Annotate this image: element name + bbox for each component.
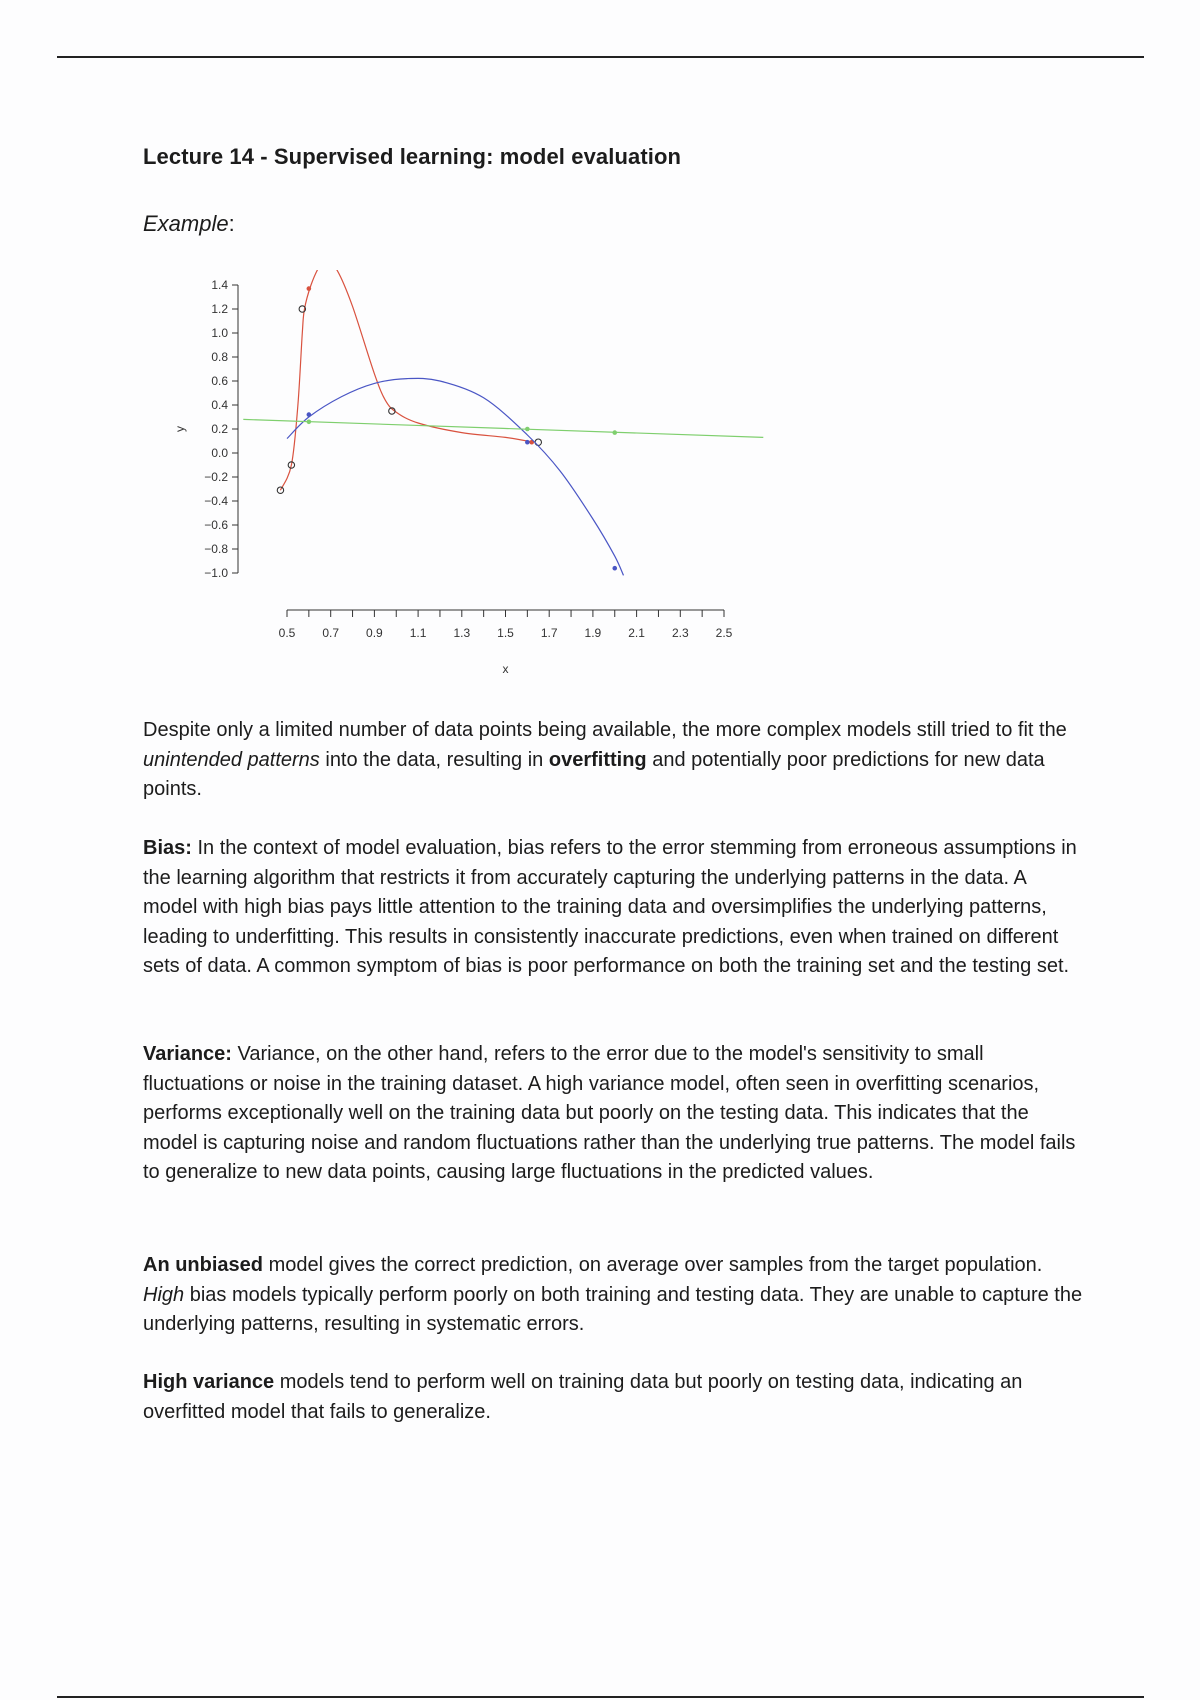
complex-fit-open-point (535, 439, 541, 445)
x-axis-label: x (502, 662, 509, 676)
paragraph-text (143, 716, 1083, 805)
x-tick-label: 1.1 (409, 626, 427, 640)
y-axis-label: y (173, 426, 187, 432)
paragraph-text (143, 1251, 1083, 1340)
paragraph-text (143, 1368, 1083, 1427)
example-colon: : (228, 211, 235, 236)
complex-fit-point (307, 286, 312, 291)
text-segment: and potentially poor predictions for new data points. (143, 748, 1045, 800)
y-tick-label: 0.0 (211, 446, 228, 460)
text-segment: bias models typically perform poorly on both training and testing data. They are unable to capture the underlying patterns, resulting in systematic errors. (143, 1283, 1083, 1335)
y-tick-label: −0.6 (204, 518, 228, 532)
text-segment: Despite only a limited number of data points being available, the more complex models still tried to fit the (143, 719, 1067, 741)
quadratic-fit-point (525, 440, 530, 445)
y-tick-label: −0.8 (204, 542, 228, 556)
linear-fit-point (525, 427, 530, 432)
quadratic-fit-point (612, 566, 617, 571)
bottom-rule (57, 1696, 1144, 1698)
text-segment: Variance, on the other hand, refers to the error due to the model's sensitivity to small fluctuations or noise in the training dataset. A high variance model, often seen in overfitting scenarios, performs exceptionally well on the training data but poorly on the testing data. This indicates that the model is capturing noise and random fluctuations rather than the underlying true patterns. The model fails to generalize to new data points, causing large fluctuations in the predicted values. (143, 1043, 1076, 1183)
model-fit-chart (160, 270, 800, 690)
y-tick-label: −1.0 (204, 566, 228, 580)
quadratic-fit-point (307, 412, 312, 417)
paragraph-overfitting (143, 716, 1083, 805)
y-tick-label: 1.2 (211, 302, 228, 316)
y-tick-label: 0.6 (211, 374, 228, 388)
paragraph-high-variance (143, 1368, 1083, 1427)
text-segment: In the context of model evaluation, bias refers to the error stemming from erroneous assumptions in the learning algorithm that restricts it from accurately capturing the underlying patterns in the data. A model with high bias pays little attention to the training data and oversimplifies the underlying patterns, leading to underfitting. This results in consistently inaccurate predictions, even when trained on different sets of data. A common symptom of bias is poor performance on both the training set and the testing set. (143, 837, 1077, 977)
y-tick-label: 0.2 (211, 422, 228, 436)
x-tick-label: 0.7 (322, 626, 340, 640)
y-tick-label: 1.0 (211, 326, 228, 340)
y-tick-label: 0.8 (211, 350, 228, 364)
x-tick-label: 1.5 (497, 626, 514, 640)
text-segment: model gives the correct prediction, on average over samples from the target population. (263, 1254, 1043, 1276)
x-tick-label: 2.5 (715, 626, 733, 640)
top-rule (57, 56, 1144, 58)
x-tick-label: 0.5 (278, 626, 296, 640)
italic-text-segment: unintended patterns (143, 748, 320, 771)
paragraph-bias (143, 834, 1083, 982)
x-tick-label: 2.1 (628, 626, 645, 640)
paragraph-text (143, 834, 1083, 982)
bold-text-segment: Variance: (143, 1043, 232, 1065)
y-tick-label: −0.4 (204, 494, 228, 508)
x-tick-label: 2.3 (671, 626, 689, 640)
chart-svg (160, 270, 800, 690)
bold-text-segment: High variance (143, 1371, 275, 1393)
paragraph-variance (143, 1040, 1083, 1188)
paragraph-unbiased (143, 1251, 1083, 1340)
example-text: Example (143, 211, 229, 236)
linear-fit-point (612, 430, 617, 435)
linear-fit-line (243, 419, 763, 437)
x-tick-label: 1.3 (453, 626, 471, 640)
y-tick-label: −0.2 (204, 470, 228, 484)
paragraph-text (143, 1040, 1083, 1188)
italic-text-segment: High (143, 1283, 185, 1306)
text-segment: models tend to perform well on training data but poorly on testing data, indicating an overfitted model that fails to generalize. (143, 1371, 1023, 1423)
bold-text-segment: overfitting (548, 748, 647, 771)
y-tick-label: 0.4 (211, 398, 228, 412)
x-tick-label: 1.7 (540, 626, 558, 640)
linear-fit-point (307, 420, 312, 425)
example-label (143, 211, 235, 237)
bold-text-segment: Bias: (143, 837, 192, 859)
page-title: Lecture 14 - Supervised learning: model evaluation (143, 144, 682, 169)
complex-fit-line (280, 270, 534, 490)
x-tick-label: 1.9 (584, 626, 602, 640)
bold-text-segment: An unbiased (143, 1254, 264, 1276)
quadratic-fit-line (287, 378, 624, 575)
text-segment: into the data, resulting in (319, 748, 549, 771)
y-tick-label: 1.4 (211, 278, 228, 292)
x-tick-label: 0.9 (366, 626, 383, 640)
